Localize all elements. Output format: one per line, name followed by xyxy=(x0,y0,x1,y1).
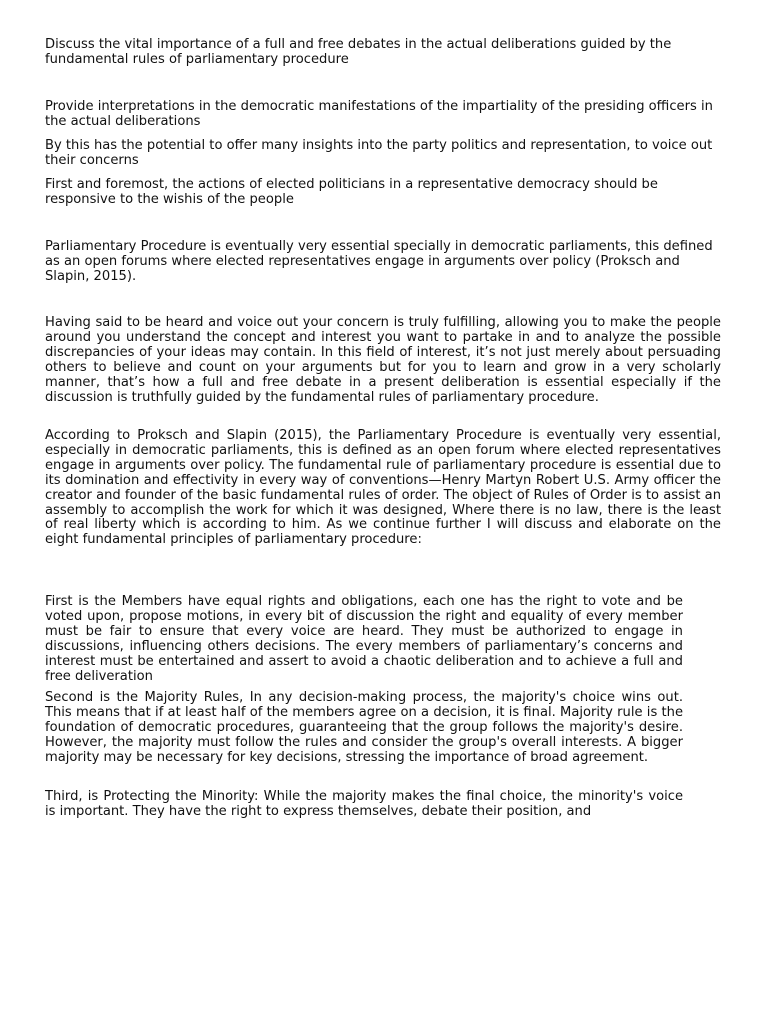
paragraph-impartiality: Provide interpretations in the democratic manifestations of the impartiality of the presiding officers in the actual deliberations xyxy=(45,99,713,129)
paragraph-responsive-democracy: First and foremost, the actions of elected politicians in a representative democracy should be responsive to the wishis of the people xyxy=(45,177,658,207)
paragraph-voice-concern: Having said to be heard and voice out your concern is truly fulfilling, allowing you to make the people around you understand the concept and interest you want to partake in and to analyze the possible discrepancies of your ideas may contain. In this field of interest, it’s not just merely about persuading others to believe and count on your arguments but for you to learn and grow in a very scholarly manner, that’s how a full and free debate in a present deliberation is essential especially if the discussion is truthfully guided by the fundamental rules of parliamentary procedure. xyxy=(45,315,721,405)
paragraph-party-politics: By this has the potential to offer many insights into the party politics and representation, to voice out their concerns xyxy=(45,138,713,168)
paragraph-proksch-slapin: According to Proksch and Slapin (2015), the Parliamentary Procedure is eventually very essential, especially in democratic parliaments, this is defined as an open forum where elected representatives engage in arguments over policy. The fundamental rule of parliamentary procedure is essential due to its domination and effectivity in every way of conventions—Henry Martyn Robert U.S. Army officer the creator and founder of the basic fundamental rules of order. The object of Rules of Order is to assist an assembly to accomplish the work for which it was designed, Where there is no law, there is the least of real liberty which is according to him. As we continue further I will discuss and elaborate on the eight fundamental principles of parliamentary procedure: xyxy=(45,428,721,548)
heading-discuss-debates: Discuss the vital importance of a full and free debates in the actual deliberations guided by the fundamental rules of parliamentary procedure xyxy=(45,37,672,67)
paragraph-protecting-minority: Third, is Protecting the Minority: While the majority makes the final choice, the minority's voice is important. They have the right to express themselves, debate their position, and xyxy=(45,789,683,819)
paragraph-procedure-definition: Parliamentary Procedure is eventually very essential specially in democratic parliaments, this defined as an open forums where elected representatives engage in arguments over policy (Proksch and Slapin, 2015). xyxy=(45,239,713,284)
paragraph-equal-rights: First is the Members have equal rights and obligations, each one has the right to vote and be voted upon, propose motions, in every bit of discussion the right and equality of every member must be fair to ensure that every voice are heard. They must be authorized to engage in discussions, influencing others decisions. The every members of parliamentary’s concerns and interest must be entertained and assert to avoid a chaotic deliberation and to achieve a full and free deliveration xyxy=(45,594,683,684)
paragraph-majority-rules: Second is the Majority Rules, In any decision-making process, the majority's choice wins out. This means that if at least half of the members agree on a decision, it is final. Majority rule is the foundation of democratic procedures, guaranteeing that the group follows the majority's desire. However, the majority must follow the rules and consider the group's overall interests. A bigger majority may be necessary for key decisions, stressing the importance of broad agreement. xyxy=(45,690,683,765)
